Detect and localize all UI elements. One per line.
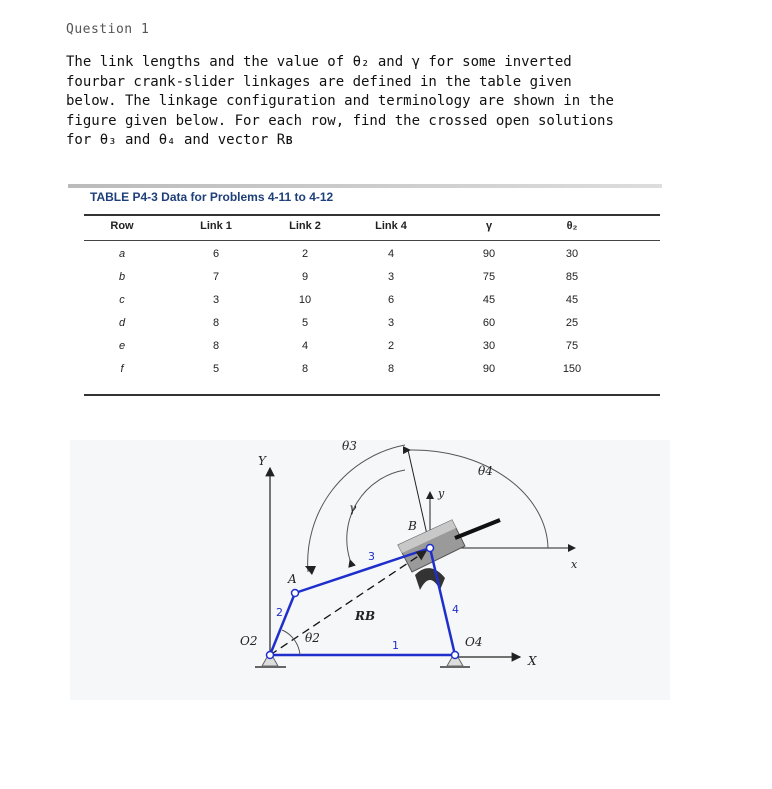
- label-link1: 1: [392, 639, 399, 652]
- table-cell-link-2: 4: [301, 340, 309, 352]
- label-RB: RB: [355, 609, 376, 623]
- table-cell-link-4: 4: [387, 248, 395, 260]
- table-cell-link-1: 7: [212, 271, 220, 283]
- label-link2: 2: [276, 606, 283, 619]
- table-cell-row: e: [118, 340, 126, 352]
- label-A: A: [288, 572, 297, 586]
- label-Y: Y: [258, 454, 266, 468]
- table-cell-link-1: 8: [212, 317, 220, 329]
- table-cell-link-2: 5: [301, 317, 309, 329]
- table-cell-gamma: 30: [482, 340, 496, 352]
- question-title: Question 1: [66, 22, 150, 37]
- question-line-4: figure given below. For each row, find the crossed open solutions: [66, 112, 614, 129]
- label-x: x: [571, 558, 578, 571]
- label-link4: 4: [452, 603, 459, 616]
- label-link3: 3: [368, 550, 375, 563]
- label-B: B: [408, 519, 417, 533]
- question-line-1: The link lengths and the value of θ₂ and γ for some inverted: [66, 54, 572, 70]
- table-header-link-4: Link 4: [375, 220, 407, 232]
- table-header-row: Row: [110, 220, 134, 232]
- table-header-theta2: θ₂: [566, 220, 578, 232]
- table-cell-theta2: 30: [565, 248, 579, 260]
- table-cell-link-1: 8: [212, 340, 220, 352]
- table-cell-link-4: 6: [387, 294, 395, 306]
- label-theta4: θ4: [478, 464, 493, 478]
- table-header-link-2: Link 2: [289, 220, 321, 232]
- table-cell-theta2: 150: [562, 363, 582, 375]
- table-header-gamma: γ: [485, 220, 493, 232]
- table-cell-link-4: 8: [387, 363, 395, 375]
- label-O4: O4: [465, 635, 483, 649]
- question-line-2: fourbar crank-slider linkages are defined in the table given: [66, 73, 572, 90]
- label-theta3: θ3: [342, 439, 357, 453]
- table-caption-number: P4-3: [132, 190, 158, 204]
- pin-A: [292, 590, 299, 597]
- table-cell-link-4: 2: [387, 340, 395, 352]
- table-cell-row: a: [118, 248, 126, 260]
- table-cell-theta2: 45: [565, 294, 579, 306]
- label-O2: O2: [240, 634, 258, 648]
- table-cell-gamma: 90: [482, 363, 496, 375]
- figure-background: [70, 440, 670, 700]
- table-cell-link-4: 3: [387, 271, 395, 283]
- label-theta2: θ2: [305, 631, 320, 645]
- table-cell-gamma: 60: [482, 317, 496, 329]
- table-cell-gamma: 90: [482, 248, 496, 260]
- table-caption-text: Data for Problems 4-11 to 4-12: [161, 190, 334, 204]
- table-header-link-1: Link 1: [200, 220, 232, 232]
- table-cell-link-1: 3: [212, 294, 220, 306]
- label-gamma: γ: [349, 501, 357, 515]
- table-cell-link-2: 10: [298, 294, 312, 306]
- table-cell-link-2: 8: [301, 363, 309, 375]
- table-caption-prefix: TABLE: [90, 190, 130, 204]
- table-cell-link-1: 5: [212, 363, 220, 375]
- table-cell-link-1: 6: [212, 248, 220, 260]
- label-y: y: [438, 487, 445, 500]
- table-cell-row: d: [118, 317, 126, 329]
- table-cell-row: f: [120, 363, 124, 375]
- table-cell-theta2: 85: [565, 271, 579, 283]
- label-X: X: [528, 654, 537, 668]
- table-cell-row: b: [118, 271, 126, 283]
- table-cell-row: c: [119, 294, 125, 306]
- pin-B: [427, 545, 434, 552]
- table-cell-link-2: 9: [301, 271, 309, 283]
- table-cell-theta2: 25: [565, 317, 579, 329]
- question-line-5: for θ₃ and θ₄ and vector Rʙ: [66, 132, 294, 148]
- question-line-3: below. The linkage configuration and terminology are shown in the: [66, 93, 614, 109]
- table-cell-gamma: 75: [482, 271, 496, 283]
- table-cell-theta2: 75: [565, 340, 579, 352]
- table-cell-link-2: 2: [301, 248, 309, 260]
- table-cell-link-4: 3: [387, 317, 395, 329]
- table-cell-gamma: 45: [482, 294, 496, 306]
